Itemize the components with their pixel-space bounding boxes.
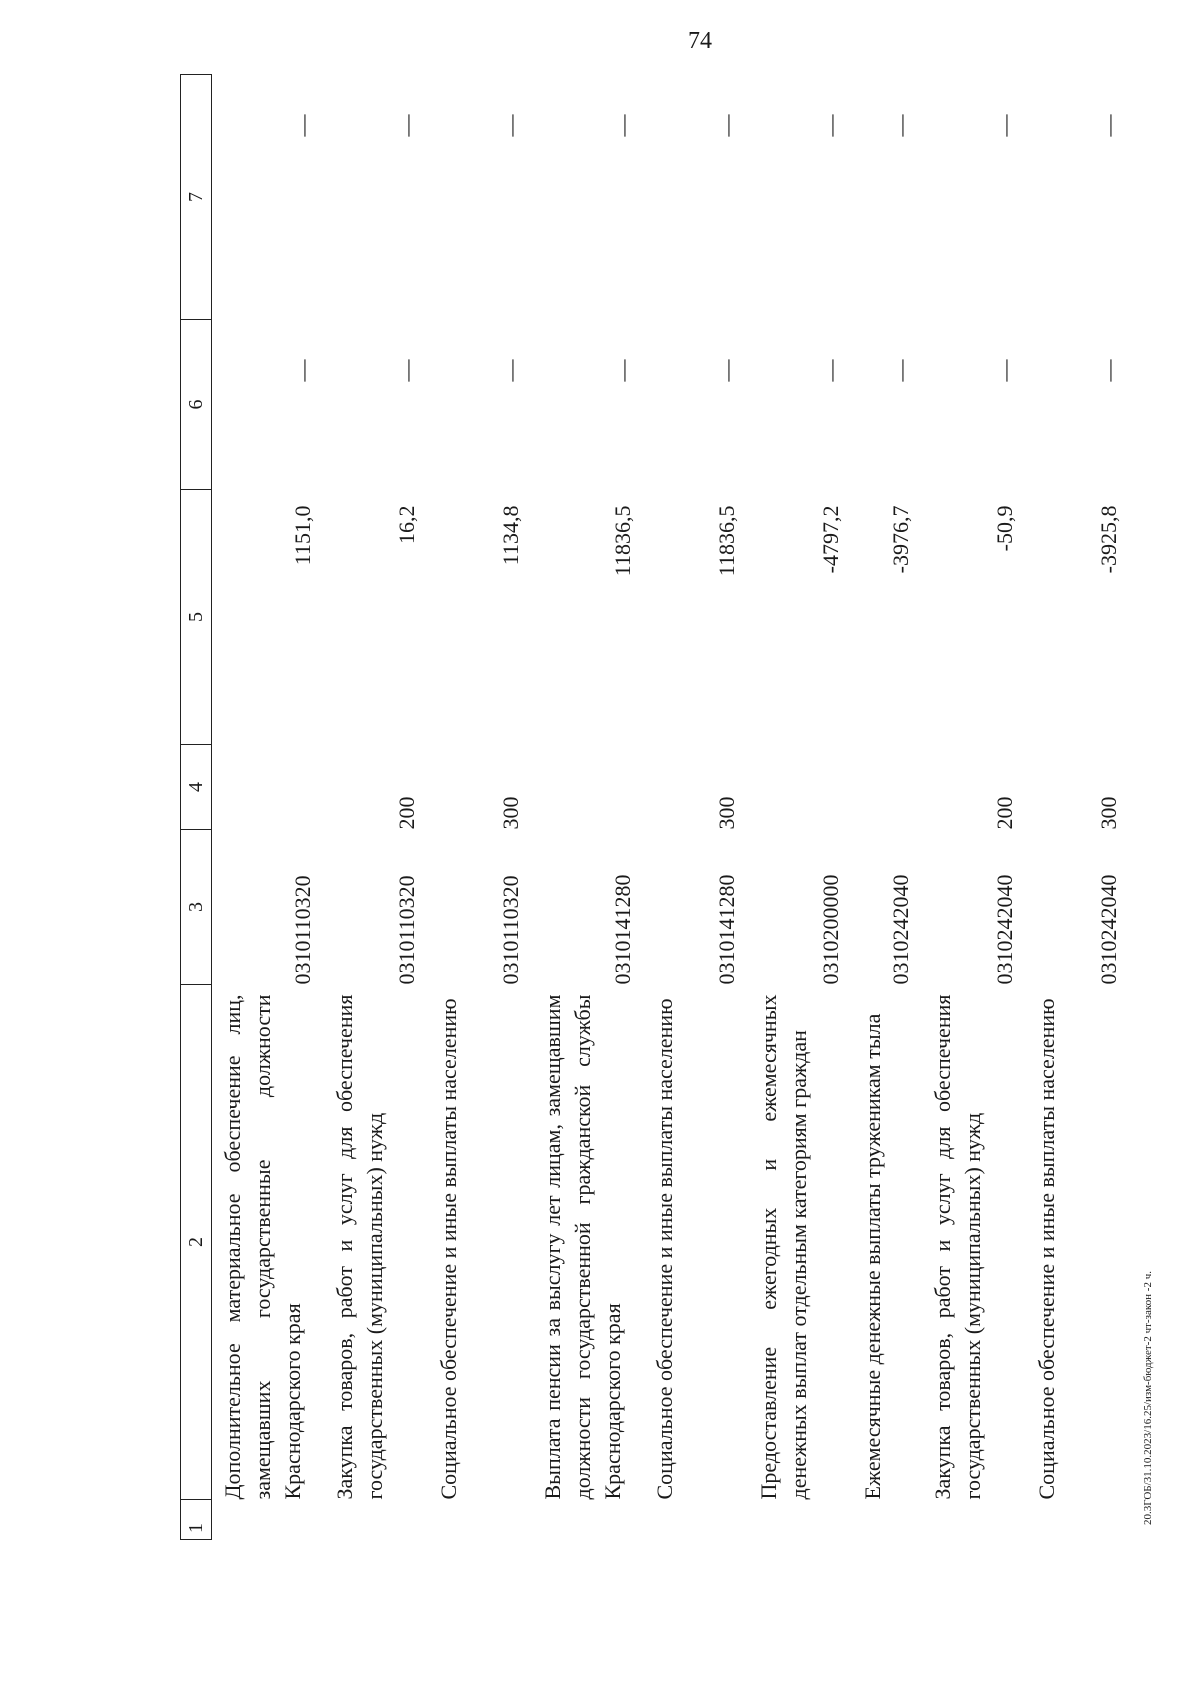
row-col-7: —: [1096, 114, 1121, 137]
row-code: 0310242040: [1096, 874, 1121, 985]
row-name: Социальное обеспечение и иные выплаты населению: [436, 998, 461, 1500]
row-name: Предоставление ежегодных и ежемесячных денежных выплат отдельным категориям граждан: [756, 994, 811, 1500]
header-col-1: 1: [181, 1500, 212, 1540]
row-code: 0310141280: [610, 874, 635, 985]
row-name: Закупка товаров, работ и услуг для обеспечения государственных (муниципальных) нужд: [332, 994, 387, 1500]
row-amount: 1151,0: [290, 505, 315, 566]
row-col-6: —: [498, 359, 523, 382]
header-col-7: 7: [181, 75, 212, 320]
header-col-5: 5: [181, 490, 212, 745]
row-number-cell: [532, 1500, 644, 1540]
table-row: [428, 75, 532, 1540]
row-expense-type: 300: [1096, 796, 1121, 830]
rotated-budget-table: [180, 75, 1200, 1540]
row-name: Социальное обеспечение и иные выплаты населению: [652, 998, 677, 1500]
row-number-cell: [324, 1500, 428, 1540]
row-number-cell: [644, 1500, 748, 1540]
row-code: 0310110320: [394, 875, 419, 985]
row-name: Ежемесячные денежные выплаты труженикам тыла: [860, 1013, 885, 1500]
row-number-cell: [428, 1500, 532, 1540]
row-name: Дополнительное материальное обеспечение лиц, замещавших государственные должности Краснодарского края: [220, 994, 305, 1500]
header-col-6: 6: [181, 320, 212, 490]
row-col-7: —: [610, 114, 635, 137]
table-row: [532, 75, 644, 1540]
row-amount: 16,2: [394, 505, 419, 544]
row-col-7: —: [394, 114, 419, 137]
table-row: [644, 75, 748, 1540]
page-number: 74: [688, 28, 712, 54]
row-code: 0310141280: [714, 874, 739, 985]
header-col-3: 3: [181, 830, 212, 985]
row-col-6: —: [818, 359, 843, 382]
row-amount: -50,9: [992, 505, 1017, 552]
row-name: Социальное обеспечение и иные выплаты населению: [1034, 998, 1059, 1500]
row-col-6: —: [888, 359, 913, 382]
row-col-6: —: [610, 359, 635, 382]
row-amount: -4797,2: [818, 505, 843, 574]
table-row: [852, 75, 922, 1540]
row-col-7: —: [818, 114, 843, 137]
row-col-7: —: [290, 114, 315, 137]
row-name: Выплата пенсии за выслугу лет лицам, замещавшим должности государственной гражданской службы Краснодарского края: [540, 994, 625, 1500]
row-col-7: —: [992, 114, 1017, 137]
row-expense-type: [532, 745, 644, 830]
table-row: [748, 75, 852, 1540]
row-col-7: —: [498, 114, 523, 137]
row-amount: -3925,8: [1096, 505, 1121, 574]
row-number-cell: [852, 1500, 922, 1540]
row-amount: 11836,5: [714, 505, 739, 577]
row-expense-type: [852, 745, 922, 830]
row-col-7: —: [714, 114, 739, 137]
budget-table: [180, 74, 1130, 1540]
row-name: Закупка товаров, работ и услуг для обеспечения государственных (муниципальных) нужд: [930, 994, 985, 1500]
row-code: 0310110320: [290, 875, 315, 985]
row-code: 0310242040: [888, 874, 913, 985]
table-row: [1026, 75, 1130, 1540]
table-row: [324, 75, 428, 1540]
row-amount: -3976,7: [888, 505, 913, 574]
row-col-6: —: [290, 359, 315, 382]
row-expense-type: 200: [992, 796, 1017, 830]
row-col-6: —: [394, 359, 419, 382]
row-col-6: —: [714, 359, 739, 382]
row-expense-type: 300: [498, 796, 523, 830]
header-col-2: 2: [181, 985, 212, 1500]
row-code: 0310110320: [498, 875, 523, 985]
table-header-row: [181, 75, 212, 1540]
row-number-cell: [748, 1500, 852, 1540]
header-col-4: 4: [181, 745, 212, 830]
row-number-cell: [1026, 1500, 1130, 1540]
table-row: [922, 75, 1026, 1540]
row-amount: 11836,5: [610, 505, 635, 577]
row-code: 0310242040: [992, 874, 1017, 985]
row-col-6: —: [992, 359, 1017, 382]
row-expense-type: 200: [394, 796, 419, 830]
document-footer-code: 20.3ГОБ/31.10.2023/16.25/изм-бюджет-2 чт-закон -2 ч.: [1142, 1271, 1154, 1525]
row-number-cell: [922, 1500, 1026, 1540]
row-code: 0310200000: [818, 874, 843, 985]
row-amount: 1134,8: [498, 505, 523, 566]
row-expense-type: [748, 745, 852, 830]
row-col-6: —: [1096, 359, 1121, 382]
row-col-7: —: [888, 114, 913, 137]
row-expense-type: [212, 745, 325, 830]
row-number-cell: [212, 1500, 325, 1540]
table-row: [212, 75, 325, 1540]
row-expense-type: 300: [714, 796, 739, 830]
